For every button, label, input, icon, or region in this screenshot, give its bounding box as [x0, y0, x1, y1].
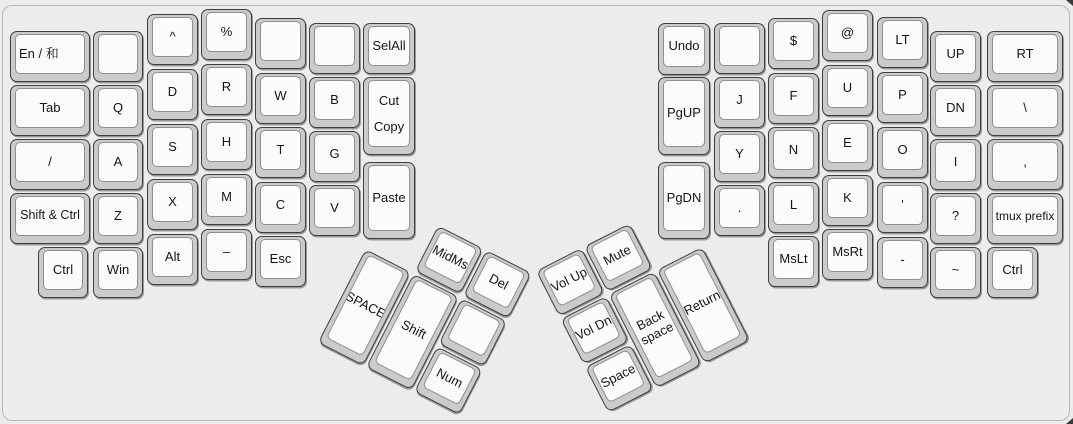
key-label-question: ? [951, 207, 960, 223]
key-en-wa[interactable] [10, 31, 90, 82]
keycap-top-tilde [935, 250, 976, 290]
key-blank-l-c6r1[interactable] [309, 23, 360, 74]
key-label-dollar: $ [789, 32, 798, 48]
key-label-up: UP [946, 45, 965, 61]
key-label-en-wa: En / 和 [19, 45, 59, 61]
key-label-backslash: \ [1023, 99, 1027, 115]
keycap-top-g [314, 134, 355, 174]
key-label-percent: % [220, 23, 233, 39]
key-label-tilde: ~ [951, 261, 960, 277]
keycap-top-slash [15, 142, 85, 182]
key-label-ctrl-right: Ctrl [1002, 261, 1023, 277]
key-label-del: Del [486, 270, 511, 293]
key-label-period: . [737, 199, 742, 215]
key-e[interactable] [822, 120, 873, 171]
key-label-tab: Tab [39, 99, 61, 115]
key-label-u: U [842, 79, 853, 95]
key-w[interactable] [255, 73, 306, 124]
key-label-k: K [843, 189, 852, 205]
keycap-top-selall [368, 26, 410, 66]
keycap-top-dn [935, 88, 976, 128]
key-label-vol-up: Vol Up [548, 263, 590, 295]
key-caret[interactable] [147, 14, 198, 65]
key-label-lt: LT [895, 31, 910, 47]
keycap-top-midms [423, 230, 478, 284]
key-x[interactable] [147, 179, 198, 230]
keycap-top-ctrl-right [992, 250, 1033, 290]
key-label-i: I [953, 153, 958, 169]
keycap-top-lt [882, 20, 923, 60]
key-cut-copy[interactable] [363, 77, 415, 155]
key-percent[interactable] [201, 9, 252, 60]
keycap-top-p [882, 75, 923, 115]
key-period[interactable] [714, 185, 765, 236]
keycap-top-y [719, 134, 760, 174]
key-paste[interactable] [363, 162, 415, 239]
keycap-top-v [314, 188, 355, 228]
key-label-e: E [843, 134, 852, 150]
key-lt[interactable] [877, 17, 928, 68]
key-backslash[interactable] [987, 85, 1063, 136]
key-shift-ctrl[interactable] [10, 193, 90, 244]
keycap-top-t [260, 130, 301, 170]
keycap-top-l [773, 185, 814, 225]
key-label-slash: / [48, 153, 52, 169]
key-label-v: V [330, 199, 339, 215]
keycap-top-comma [992, 142, 1058, 182]
key-label-r: R [221, 78, 232, 94]
keycap-top-c [260, 185, 301, 225]
keycap-top-rt [992, 34, 1058, 74]
key-label-rt: RT [1016, 45, 1034, 61]
key-win[interactable] [93, 247, 143, 298]
key-d[interactable] [147, 69, 198, 120]
key-hyphen[interactable] [877, 237, 928, 288]
key-a[interactable] [93, 139, 143, 190]
key-label-g: G [329, 145, 340, 161]
keycap-top-alt [152, 237, 193, 277]
key-label-msrt: MsRt [832, 243, 863, 259]
key-label-o: O [897, 141, 908, 157]
key-label-paste: Paste [372, 189, 406, 205]
key-label-hyphen: - [900, 251, 905, 267]
keycap-top-blank-l-c5r1 [260, 21, 301, 61]
key-esc[interactable] [255, 236, 306, 287]
key-dollar[interactable] [768, 18, 819, 69]
key-blank-l-c2r1[interactable] [93, 31, 143, 82]
keycap-top-shift-ctrl [15, 196, 85, 236]
keycap-top-s [152, 127, 193, 167]
keycap-top-dollar [773, 21, 814, 61]
key-u[interactable] [822, 65, 873, 116]
key-p[interactable] [877, 72, 928, 123]
keycap-top-u [827, 68, 868, 108]
key-label-p: P [898, 86, 907, 102]
keycap-top-w [260, 76, 301, 116]
key-label-cut-copy: Cut Copy [373, 93, 405, 134]
keycap-top-pgup [663, 80, 705, 147]
keycap-top-undo [663, 26, 705, 67]
key-label-pgdn: PgDN [666, 189, 702, 205]
key-label-w: W [274, 87, 287, 103]
keycap-top-j [719, 80, 760, 120]
keycap-top-tab [15, 88, 85, 128]
keycap-top-e [827, 123, 868, 163]
key-label-s: S [168, 138, 177, 154]
key-label-d: D [167, 83, 178, 99]
key-rt[interactable] [987, 31, 1063, 82]
keycap-top-h [206, 122, 247, 162]
key-blank-r-c2r1[interactable] [714, 23, 765, 74]
key-label-return: Return [681, 286, 723, 319]
key-label-shift: Shift [398, 316, 429, 342]
key-mslt[interactable] [768, 236, 819, 287]
keycap-top-i [935, 142, 976, 182]
keycap-top-up [935, 34, 976, 74]
key-comma[interactable] [987, 139, 1063, 190]
keycap-top-win [98, 250, 138, 290]
key-msrt[interactable] [822, 229, 873, 280]
key-label-undo: Undo [668, 38, 700, 54]
key-selall[interactable] [363, 23, 415, 74]
key-label-space-right: Space [598, 360, 638, 391]
key-f[interactable] [768, 73, 819, 124]
key-label-selall: SelAll [372, 37, 406, 53]
key-dash[interactable] [201, 229, 252, 280]
resize-handle-bottom-right[interactable] [1066, 418, 1073, 424]
keycap-top-paste [368, 165, 410, 231]
keycap-top-tmux-prefix [992, 196, 1058, 236]
key-y[interactable] [714, 131, 765, 182]
key-label-at: @ [840, 24, 855, 40]
key-label-pgup: PgUP [667, 105, 701, 121]
keycap-top-ctrl-left [43, 250, 83, 290]
key-ctrl-right[interactable] [987, 247, 1038, 298]
key-v[interactable] [309, 185, 360, 236]
keycap-top-k [827, 178, 868, 218]
keycap-top-at [827, 13, 868, 53]
key-label-esc: Esc [269, 250, 292, 266]
key-g[interactable] [309, 131, 360, 182]
key-label-num: Num [434, 364, 466, 391]
keycap-top-del [471, 255, 526, 309]
key-label-midms: MidMs [430, 241, 472, 273]
key-at[interactable] [822, 10, 873, 61]
key-label-space-left: SPACE [343, 288, 389, 322]
key-blank-l-c5r1[interactable] [255, 18, 306, 69]
key-n[interactable] [768, 127, 819, 178]
key-label-h: H [221, 133, 232, 149]
key-k[interactable] [822, 175, 873, 226]
keycap-top-backslash [992, 88, 1058, 128]
key-tilde[interactable] [930, 247, 981, 298]
key-label-win: Win [106, 261, 130, 277]
keycap-top-en-wa [15, 34, 85, 74]
keycap-top-dash [206, 232, 247, 272]
keycap-top-cut-copy [368, 80, 410, 147]
key-label-mslt: MsLt [779, 250, 808, 266]
keycap-top-esc [260, 239, 301, 279]
key-pgdn[interactable] [658, 162, 710, 239]
key-q[interactable] [93, 85, 143, 136]
key-j[interactable] [714, 77, 765, 128]
keycap-top-r [206, 67, 247, 107]
key-label-vol-dn: Vol Dn [572, 312, 614, 343]
key-pgup[interactable] [658, 77, 710, 155]
keycap-top-b [314, 80, 355, 120]
keycap-top-caret [152, 17, 193, 57]
key-z[interactable] [93, 193, 143, 244]
key-label-tmux-prefix: tmux prefix [995, 208, 1055, 223]
keycap-top-apostrophe [882, 185, 923, 225]
keycap-top-m [206, 177, 247, 217]
key-i[interactable] [930, 139, 981, 190]
key-undo[interactable] [658, 23, 710, 75]
key-label-x: X [168, 193, 177, 209]
keycap-top-pgdn [663, 165, 705, 231]
keycap-top-d [152, 72, 193, 112]
keycap-top-blank-l-c2r1 [98, 34, 138, 74]
keycap-top-f [773, 76, 814, 116]
key-l[interactable] [768, 182, 819, 233]
key-dn[interactable] [930, 85, 981, 136]
key-label-j: J [736, 91, 743, 107]
key-label-z: Z [114, 207, 122, 223]
key-label-q: Q [112, 99, 124, 115]
resize-handle-top-right[interactable] [1066, 0, 1073, 6]
keycap-top-question [935, 196, 976, 236]
key-alt[interactable] [147, 234, 198, 285]
key-label-m: M [221, 188, 232, 204]
key-tmux-prefix[interactable] [987, 193, 1063, 244]
key-r[interactable] [201, 64, 252, 115]
key-slash[interactable] [10, 139, 90, 190]
keycap-top-blank-r-c2r1 [719, 26, 760, 66]
key-label-l: L [789, 196, 798, 212]
keycap-top-n [773, 130, 814, 170]
key-b[interactable] [309, 77, 360, 128]
key-label-alt: Alt [164, 248, 181, 264]
keycap-top-mute [590, 228, 645, 282]
keycap-top-q [98, 88, 138, 128]
keycap-top-a [98, 142, 138, 182]
key-label-shift-ctrl: Shift & Ctrl [20, 208, 80, 223]
keycap-top-percent [206, 12, 247, 52]
key-o[interactable] [877, 127, 928, 178]
key-apostrophe[interactable] [877, 182, 928, 233]
key-label-c: C [275, 196, 286, 212]
keycap-top-space-right [591, 349, 646, 403]
keycap-top-vol-dn [566, 301, 621, 355]
key-label-f: F [789, 87, 798, 103]
keycap-top-mslt [773, 239, 814, 279]
key-label-y: Y [735, 145, 744, 161]
key-question[interactable] [930, 193, 981, 244]
keycap-top-period [719, 188, 760, 228]
key-label-mute: Mute [600, 241, 634, 269]
keycap-top-x [152, 182, 193, 222]
keycap-top-blank-l-c6r1 [314, 26, 355, 66]
key-m[interactable] [201, 174, 252, 225]
key-label-a: A [113, 153, 123, 169]
key-tab[interactable] [10, 85, 90, 136]
keycap-top-o [882, 130, 923, 170]
key-label-dash: – [222, 243, 231, 259]
key-s[interactable] [147, 124, 198, 175]
key-label-dn: DN [946, 99, 965, 115]
key-ctrl-left[interactable] [38, 247, 88, 298]
key-label-caret: ^ [169, 28, 176, 44]
keycap-top-msrt [827, 232, 868, 272]
key-h[interactable] [201, 119, 252, 170]
key-label-ctrl-left: Ctrl [52, 261, 74, 277]
key-label-t: T [276, 141, 285, 157]
key-label-b: B [330, 91, 339, 107]
key-label-backspace: Back space [633, 306, 676, 348]
key-up[interactable] [930, 31, 981, 82]
keycap-top-vol-up [542, 253, 597, 307]
key-label-comma: , [1023, 153, 1027, 169]
keycap-top-hyphen [882, 240, 923, 280]
keycap-top-z [98, 196, 138, 236]
key-label-n: N [788, 141, 799, 157]
key-label-apostrophe: ' [901, 196, 904, 212]
key-t[interactable] [255, 127, 306, 178]
key-c[interactable] [255, 182, 306, 233]
